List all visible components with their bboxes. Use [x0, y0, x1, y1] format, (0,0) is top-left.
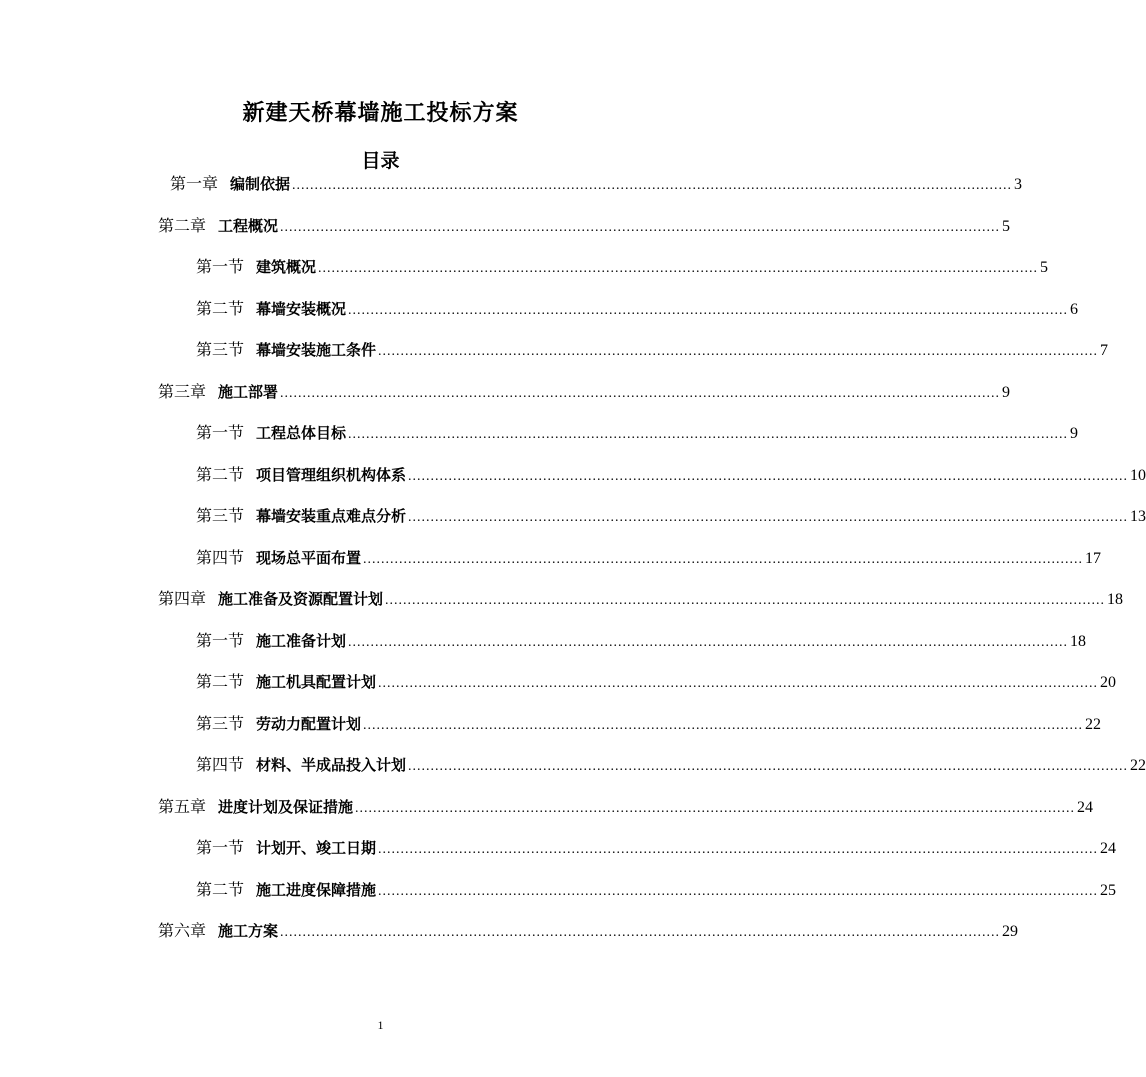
toc-entry-label: 第二节	[196, 465, 245, 484]
toc-section-entry[interactable]	[196, 463, 1146, 487]
toc-dot-leader: ................................................................................................................................................................	[348, 635, 1069, 650]
toc-chapter-entry[interactable]	[158, 919, 1019, 943]
toc-entry-page: 22	[1085, 716, 1102, 733]
toc-entry-page: 22	[1130, 757, 1146, 774]
toc-chapter-entry[interactable]	[158, 795, 1094, 819]
toc-entry-title: 劳动力配置计划	[256, 715, 362, 733]
toc-entry-title: 幕墙安装施工条件	[256, 341, 377, 359]
toc-entry-label: 第一节	[196, 631, 245, 650]
toc-entry-title: 建筑概况	[256, 258, 317, 276]
toc-entry-page: 29	[1002, 923, 1019, 940]
toc-entry-label: 第二节	[196, 299, 245, 318]
toc-section-entry[interactable]	[196, 629, 1087, 653]
toc-entry-label: 第一节	[196, 838, 245, 857]
toc-entry-label: 第五章	[158, 797, 207, 816]
toc-dot-leader: ................................................................................................................................................................	[318, 261, 1039, 276]
toc-dot-leader: ................................................................................................................................................................	[280, 386, 1001, 401]
toc-section-entry[interactable]	[196, 338, 1109, 362]
toc-dot-leader: ................................................................................................................................................................	[378, 676, 1099, 691]
toc-entry-title: 工程总体目标	[256, 424, 347, 442]
toc-section-entry[interactable]	[196, 421, 1079, 445]
toc-entry-page: 7	[1100, 342, 1109, 359]
toc-entry-title: 现场总平面布置	[256, 549, 362, 567]
toc-entry-page: 9	[1002, 384, 1011, 401]
toc-section-entry[interactable]	[196, 255, 1049, 279]
toc-dot-leader: ................................................................................................................................................................	[378, 344, 1099, 359]
toc-entry-label: 第一节	[196, 423, 245, 442]
toc-dot-leader: ................................................................................................................................................................	[355, 801, 1076, 816]
toc-entry-label: 第三节	[196, 340, 245, 359]
toc-entry-title: 材料、半成品投入计划	[256, 756, 407, 774]
toc-entry-page: 17	[1085, 550, 1102, 567]
toc-entry-page: 18	[1070, 633, 1087, 650]
toc-entry-page: 5	[1002, 218, 1011, 235]
toc-entry-page: 6	[1070, 301, 1079, 318]
toc-entry-title: 进度计划及保证措施	[218, 798, 354, 816]
toc-entry-title: 施工准备计划	[256, 632, 347, 650]
toc-section-entry[interactable]	[196, 878, 1117, 902]
toc-entry-page: 20	[1100, 674, 1117, 691]
toc-dot-leader: ................................................................................................................................................................	[378, 842, 1099, 857]
toc-entry-page: 25	[1100, 882, 1117, 899]
toc-dot-leader: ................................................................................................................................................................	[408, 759, 1129, 774]
toc-entry-title: 施工部署	[218, 383, 279, 401]
toc-chapter-entry[interactable]	[158, 214, 1011, 238]
toc-section-entry[interactable]	[196, 753, 1146, 777]
toc-entry-label: 第四章	[158, 589, 207, 608]
toc-entry-label: 第六章	[158, 921, 207, 940]
toc-section-entry[interactable]	[196, 836, 1117, 860]
toc-entry-label: 第三章	[158, 382, 207, 401]
toc-entry-title: 幕墙安装重点难点分析	[256, 507, 407, 525]
toc-entry-page: 18	[1107, 591, 1124, 608]
toc-entry-title: 项目管理组织机构体系	[256, 466, 407, 484]
toc-entry-label: 第二节	[196, 880, 245, 899]
toc-entry-page: 10	[1130, 467, 1146, 484]
toc-entry-label: 第一节	[196, 257, 245, 276]
toc-dot-leader: ................................................................................................................................................................	[363, 718, 1084, 733]
page-number: 1	[377, 1018, 384, 1032]
toc-entry-label: 第三节	[196, 714, 245, 733]
toc-entry-label: 第二节	[196, 672, 245, 691]
toc-entry-label: 第三节	[196, 506, 245, 525]
toc-entry-title: 施工准备及资源配置计划	[218, 590, 384, 608]
toc-entry-label: 第一章	[170, 174, 219, 193]
toc-dot-leader: ................................................................................................................................................................	[378, 884, 1099, 899]
toc-dot-leader: ................................................................................................................................................................	[385, 593, 1106, 608]
toc-entry-title: 工程概况	[218, 217, 279, 235]
toc-dot-leader: ................................................................................................................................................................	[280, 925, 1001, 940]
toc-chapter-entry[interactable]	[158, 587, 1124, 611]
toc-entry-title: 施工进度保障措施	[256, 881, 377, 899]
toc-chapter-entry[interactable]	[170, 172, 1023, 196]
toc-section-entry[interactable]	[196, 504, 1146, 528]
toc-entry-label: 第二章	[158, 216, 207, 235]
toc-entry-title: 幕墙安装概况	[256, 300, 347, 318]
toc-dot-leader: ................................................................................................................................................................	[292, 178, 1013, 193]
document-title: 新建天桥幕墙施工投标方案	[242, 101, 519, 126]
toc-section-entry[interactable]	[196, 712, 1102, 736]
toc-entry-label: 第四节	[196, 548, 245, 567]
toc-heading: 目录	[361, 150, 400, 172]
toc-entry-page: 13	[1130, 508, 1146, 525]
toc-entry-page: 9	[1070, 425, 1079, 442]
toc-entry-page: 24	[1100, 840, 1117, 857]
toc-dot-leader: ................................................................................................................................................................	[363, 552, 1084, 567]
toc-section-entry[interactable]	[196, 670, 1117, 694]
toc-dot-leader: ................................................................................................................................................................	[280, 220, 1001, 235]
toc-entry-page: 5	[1040, 259, 1049, 276]
toc-entry-title: 施工机具配置计划	[256, 673, 377, 691]
toc-entry-page: 3	[1014, 176, 1023, 193]
toc-section-entry[interactable]	[196, 546, 1102, 570]
toc-dot-leader: ................................................................................................................................................................	[408, 469, 1129, 484]
toc-entry-page: 24	[1077, 799, 1094, 816]
toc-entry-title: 施工方案	[218, 922, 279, 940]
toc-entry-label: 第四节	[196, 755, 245, 774]
toc-section-entry[interactable]	[196, 297, 1079, 321]
toc-entry-title: 编制依据	[230, 175, 291, 193]
toc-dot-leader: ................................................................................................................................................................	[348, 303, 1069, 318]
toc-dot-leader: ................................................................................................................................................................	[408, 510, 1129, 525]
toc-dot-leader: ................................................................................................................................................................	[348, 427, 1069, 442]
toc-chapter-entry[interactable]	[158, 380, 1011, 404]
toc-entry-title: 计划开、竣工日期	[256, 839, 377, 857]
